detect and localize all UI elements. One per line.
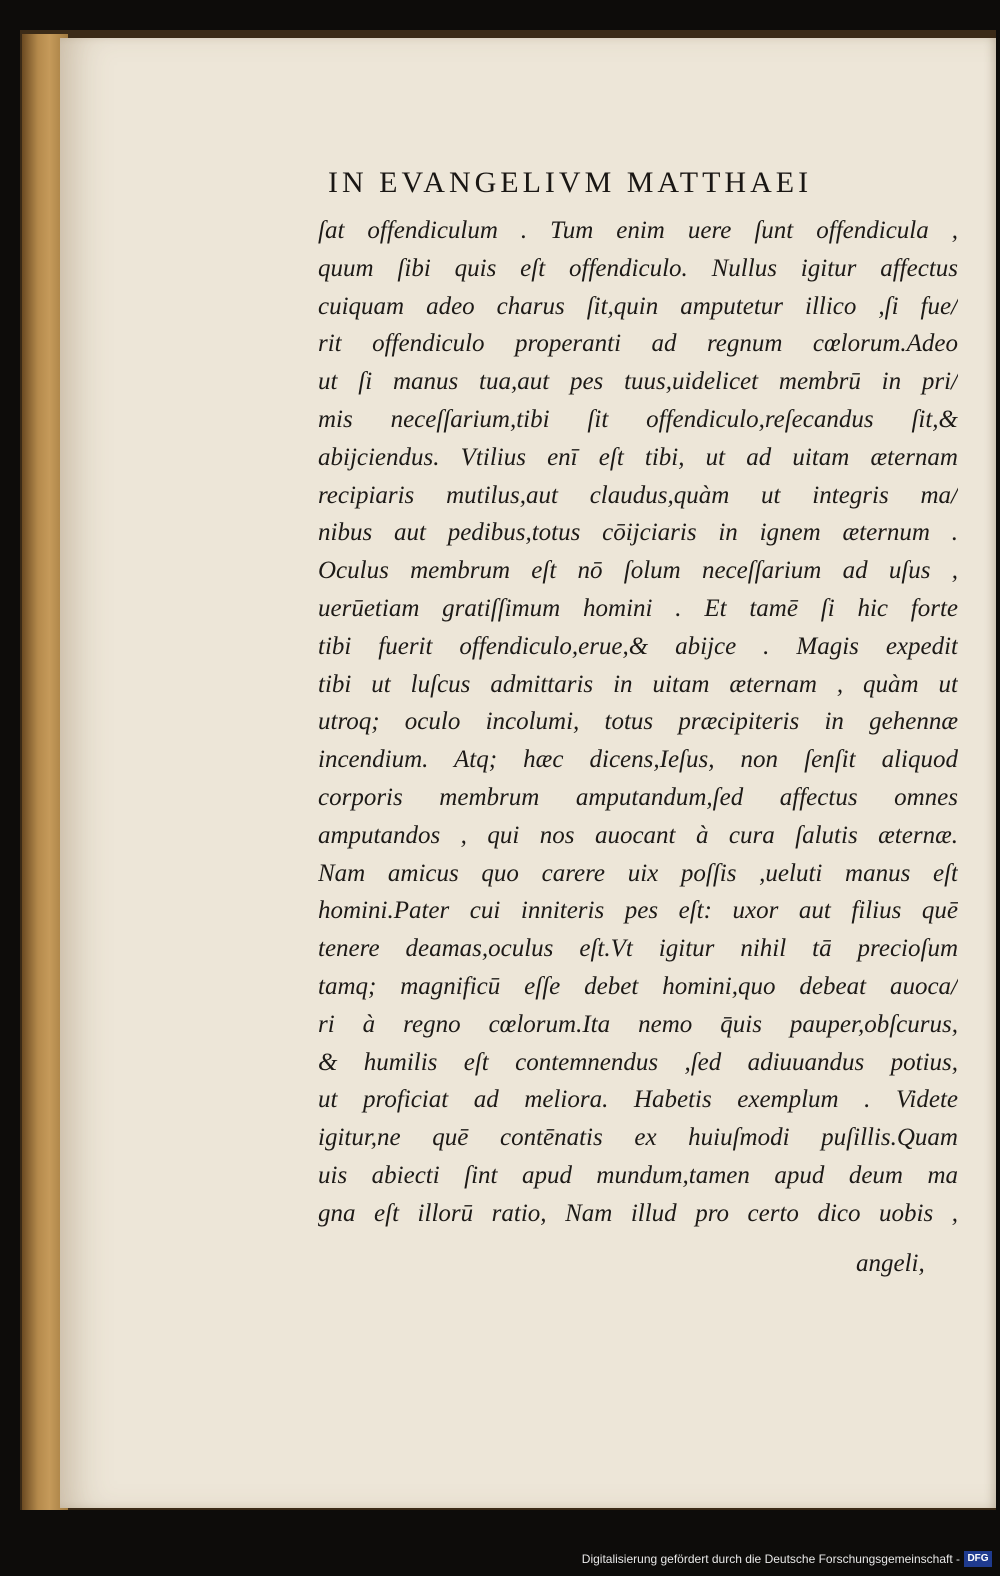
text-line: uerūetiam gratiſſimum homini . Et tamē ſi hic forte [318, 594, 958, 622]
text-line: ſat offendiculum . Tum enim uere ſunt offendicula , [318, 217, 958, 244]
text-line: Nam amicus quo carere uix poſſis ,ueluti manus eſt [318, 859, 958, 887]
text-line: tenere deamas,oculus eſt.Vt igitur nihil tā precioſum [318, 935, 958, 963]
footer-credit: Digitalisierung gefördert durch die Deutsche Forschungsgemeinschaft - [581, 1552, 960, 1566]
text-line: incendium. Atq; hæc dicens,Ieſus, non ſenſit aliquod [318, 746, 958, 774]
text-line: ri à regno cœlorum.Ita nemo q̄uis pauper,obſcurus, [318, 1010, 958, 1038]
text-line: ut ſi manus tua,aut pes tuus,uidelicet membrū in pri/ [318, 368, 958, 396]
text-line: ut proficiat ad meliora. Habetis exemplum . Videte [318, 1086, 958, 1114]
text-line: utroq; oculo incolumi, totus præcipiteris in gehennæ [318, 708, 958, 736]
text-line: mis neceſſarium,tibi ſit offendiculo,reſecandus ſit,& [318, 405, 958, 433]
text-line: tibi fuerit offendiculo,erue,& abijce . Magis expedit [318, 632, 958, 660]
text-line: Oculus membrum eſt nō ſolum neceſſarium ad uſus , [318, 557, 958, 585]
running-head: IN EVANGELIVM MATTHAEI [328, 166, 813, 199]
text-line: corporis membrum amputandum,ſed affectus omnes [318, 783, 958, 811]
text-line: tibi ut luſcus admittaris in uitam æternam , quàm ut [318, 670, 958, 698]
text-line: cuiquam adeo charus ſit,quin amputetur illico ,ſi fue/ [318, 292, 958, 320]
text-line: nibus aut pedibus,totus cōijciaris in ignem æternum . [318, 519, 958, 547]
text-line: igitur,ne quē contēnatis ex huiuſmodi puſillis.Quam [318, 1124, 958, 1152]
text-line: amputandos , qui nos auocant à cura ſalutis æternæ. [318, 821, 958, 849]
text-line: & humilis eſt contemnendus ,ſed adiuuandus potius, [318, 1048, 958, 1076]
text-line: recipiaris mutilus,aut claudus,quàm ut integris ma/ [318, 481, 958, 509]
text-line: uis abiecti ſint apud mundum,tamen apud deum ma [318, 1161, 958, 1189]
text-line: quum ſibi quis eſt offendiculo. Nullus igitur affectus [318, 254, 958, 282]
text-line: homini.Pater cui inniteris pes eſt: uxor aut filius quē [318, 897, 958, 925]
text-block [318, 212, 958, 1233]
text-line: tamq; magnificū eſſe debet homini,quo debeat auoca/ [318, 972, 958, 1000]
catchword: angeli, [856, 1250, 925, 1277]
text-line: gna eſt illorū ratio, Nam illud pro certo dico uobis , [318, 1199, 958, 1227]
dfg-logo-icon: DFG [964, 1551, 992, 1567]
text-line: rit offendiculo properanti ad regnum cœlorum.Adeo [318, 330, 958, 358]
text-line: abijciendus. Vtilius enī eſt tibi, ut ad uitam æternam [318, 443, 958, 471]
